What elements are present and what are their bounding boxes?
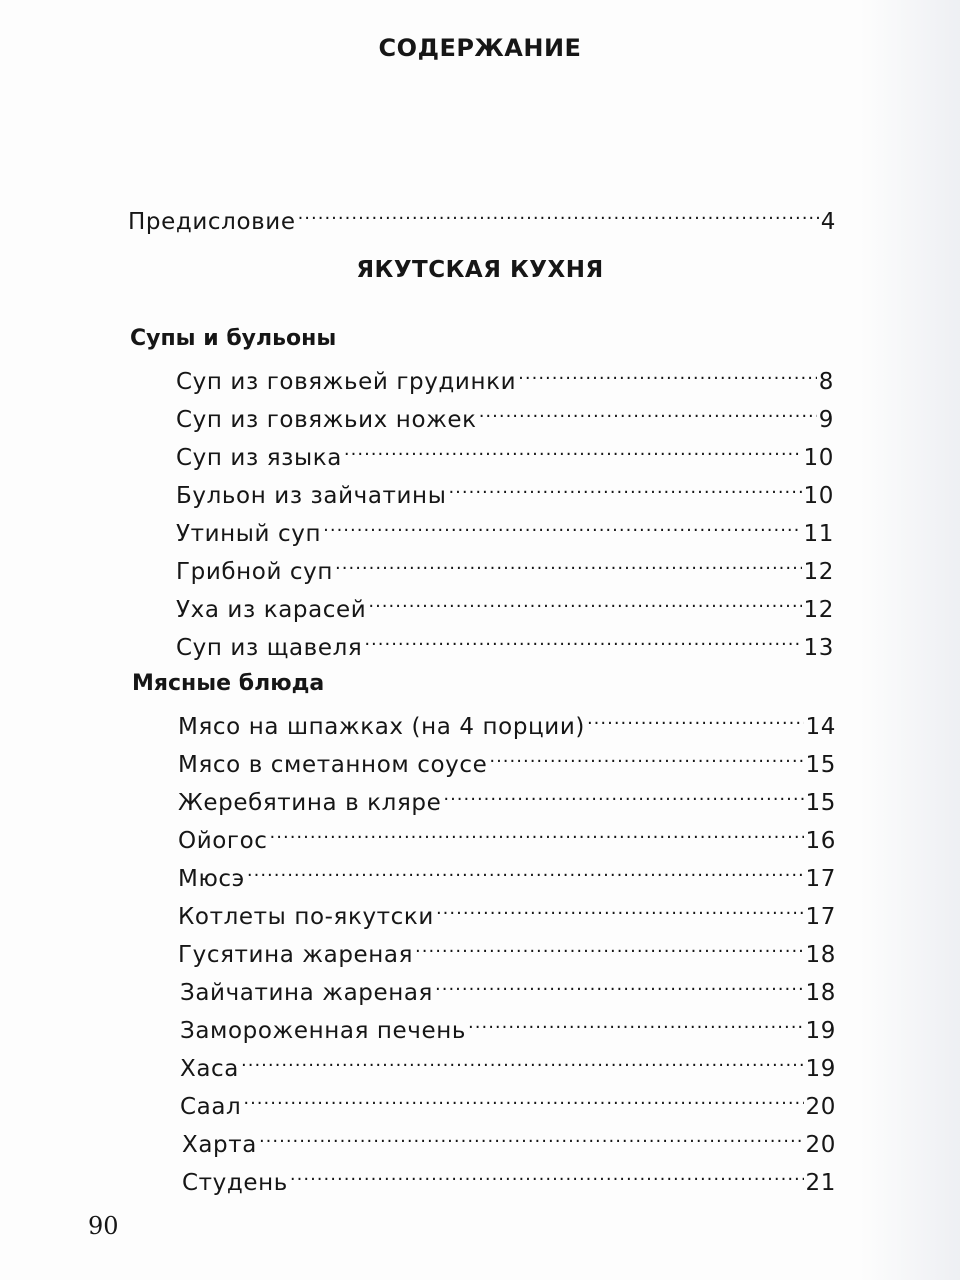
toc-row — [176, 509, 834, 547]
dot-leader — [323, 509, 801, 541]
toc-entry-label: Жеребятина в кляре — [178, 790, 442, 816]
toc-entry-label: Мясо на шпажках (на 4 порции) — [178, 714, 585, 740]
toc-page-number: 18 — [805, 980, 836, 1006]
toc-entry-label: Уха из карасей — [176, 597, 367, 623]
toc-row — [176, 357, 834, 395]
dot-leader — [415, 930, 803, 962]
toc-entry-label: Суп из говяжьих ножек — [176, 407, 477, 433]
dot-leader — [448, 471, 801, 503]
toc-page-number: 4 — [820, 209, 836, 235]
dot-leader — [241, 1044, 804, 1076]
toc-entry-label: Котлеты по-якутски — [178, 904, 434, 930]
toc-page-number: 12 — [803, 559, 834, 585]
toc-page-number: 19 — [805, 1056, 836, 1082]
toc-entry-label: Суп из говяжьей грудинки — [176, 369, 517, 395]
toc-row — [178, 702, 836, 740]
toc-page-number: 16 — [805, 828, 836, 854]
toc-page-number: 17 — [805, 904, 836, 930]
toc-entry-label: Грибной суп — [176, 559, 334, 585]
dot-leader — [335, 547, 802, 579]
toc-page-number: 15 — [805, 752, 836, 778]
dot-leader — [270, 816, 804, 848]
dot-leader — [436, 892, 804, 924]
toc-page-number: 14 — [805, 714, 836, 740]
toc-entry-label: Гусятина жареная — [178, 942, 414, 968]
toc-row — [182, 1158, 836, 1196]
dot-leader — [364, 623, 801, 655]
dot-leader — [479, 395, 817, 427]
toc-row — [178, 816, 836, 854]
toc-page-number: 20 — [805, 1094, 836, 1120]
toc-row — [178, 778, 836, 816]
dot-leader — [344, 433, 802, 465]
dot-leader — [518, 357, 817, 389]
toc-entry-label: Замороженная печень — [180, 1018, 467, 1044]
toc-page-number: 12 — [803, 597, 834, 623]
page-edge-shadow — [860, 0, 960, 1280]
toc-page-number: 17 — [805, 866, 836, 892]
dot-leader — [298, 197, 819, 229]
dot-leader — [587, 702, 804, 734]
toc-entry-label: Мюсэ — [178, 866, 245, 892]
dot-leader — [443, 778, 803, 810]
toc-page-number: 9 — [818, 407, 834, 433]
toc-page-number: 19 — [805, 1018, 836, 1044]
toc-entry-label: Предисловие — [128, 209, 296, 235]
toc-page-number: 20 — [805, 1132, 836, 1158]
dot-leader — [468, 1006, 803, 1038]
toc-entry-label: Хаса — [180, 1056, 239, 1082]
section-title-soups: Супы и бульоны — [130, 326, 337, 351]
toc-entry-label: Ойогос — [178, 828, 268, 854]
dot-leader — [435, 968, 804, 1000]
toc-row — [178, 854, 836, 892]
toc-row-preface — [128, 197, 836, 235]
toc-row — [180, 968, 836, 1006]
toc-row — [178, 740, 836, 778]
toc-page-number: 11 — [803, 521, 834, 547]
toc-title: СОДЕРЖАНИЕ — [378, 34, 582, 62]
dot-leader — [489, 740, 803, 772]
toc-entry-label: Суп из языка — [176, 445, 342, 471]
toc-page-number: 15 — [805, 790, 836, 816]
toc-row — [176, 433, 834, 471]
toc-page-number: 18 — [805, 942, 836, 968]
dot-leader — [368, 585, 801, 617]
toc-page-number: 21 — [805, 1170, 836, 1196]
section-title-meat: Мясные блюда — [132, 671, 325, 696]
toc-entry-label: Суп из щавеля — [176, 635, 363, 661]
dot-leader — [290, 1158, 804, 1190]
toc-page-number: 8 — [818, 369, 834, 395]
toc-row — [176, 395, 834, 433]
toc-row — [176, 547, 834, 585]
toc-page-number: 13 — [803, 635, 834, 661]
dot-leader — [247, 854, 804, 886]
toc-entry-label: Харта — [182, 1132, 257, 1158]
toc-row — [180, 1082, 836, 1120]
toc-entry-label: Утиный суп — [176, 521, 322, 547]
toc-entry-label: Студень — [182, 1170, 288, 1196]
dot-leader — [243, 1082, 803, 1114]
toc-row — [176, 623, 834, 661]
toc-page-number: 10 — [803, 483, 834, 509]
toc-entry-label: Саал — [180, 1094, 242, 1120]
dot-leader — [259, 1120, 804, 1152]
toc-row — [182, 1120, 836, 1158]
toc-row — [176, 585, 834, 623]
toc-row — [178, 930, 836, 968]
part-title: ЯКУТСКАЯ КУХНЯ — [356, 257, 604, 283]
toc-row — [180, 1044, 836, 1082]
toc-row — [178, 892, 836, 930]
toc-entry-label: Зайчатина жареная — [180, 980, 433, 1006]
toc-page-number: 10 — [803, 445, 834, 471]
toc-entry-label: Мясо в сметанном соусе — [178, 752, 488, 778]
page-number: 90 — [88, 1212, 119, 1240]
toc-entry-label: Бульон из зайчатины — [176, 483, 447, 509]
toc-row — [180, 1006, 836, 1044]
toc-row — [176, 471, 834, 509]
